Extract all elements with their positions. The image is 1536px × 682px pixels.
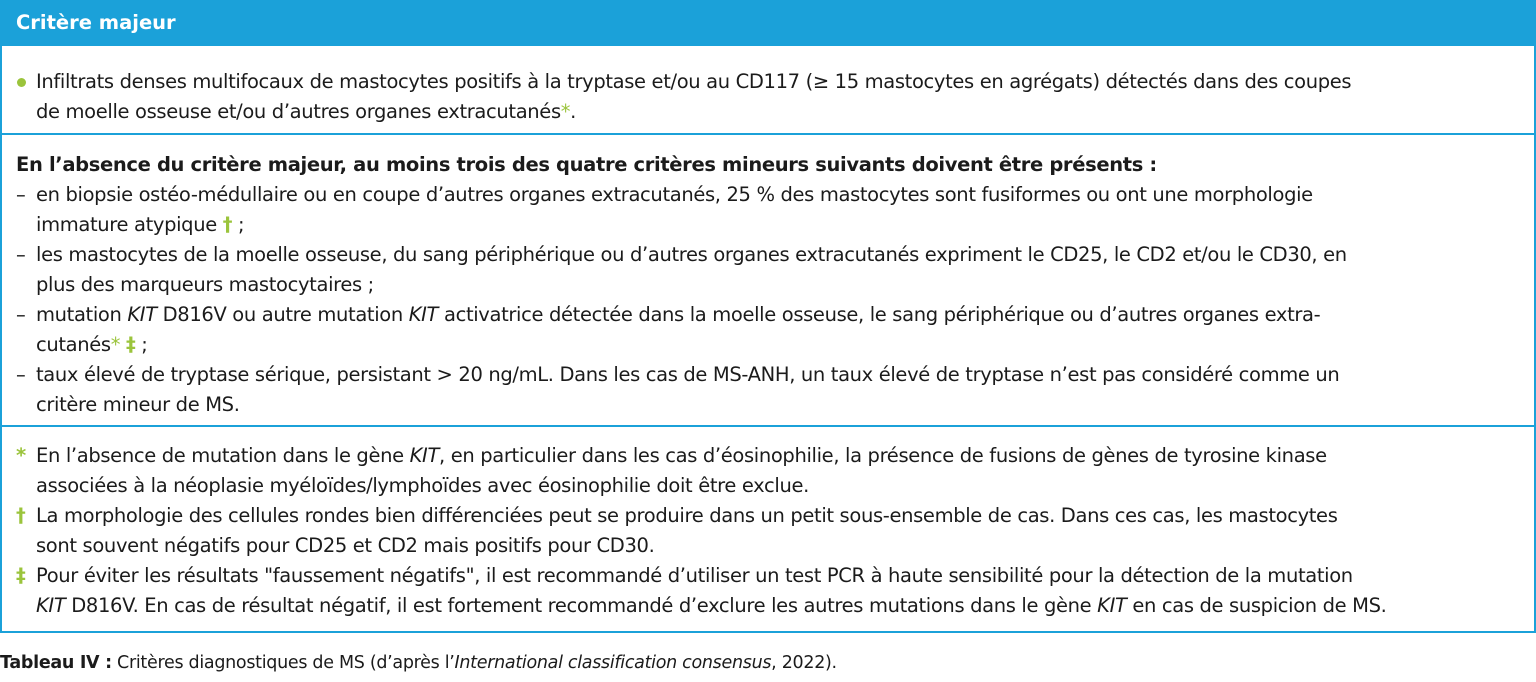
dash-marker: – <box>16 183 26 206</box>
dagger-mark: † <box>16 504 26 527</box>
minor-item-3 <box>16 300 1514 360</box>
minor-criteria-section <box>2 135 1534 427</box>
footnote-dagger <box>16 501 1514 561</box>
footnotes-section <box>2 427 1534 633</box>
table-header <box>2 0 1534 46</box>
minor-item-2-line-1: les mastocytes de la moelle osseuse, du sang périphérique ou d’autres organes extracutanés expriment le CD25, le CD2 et/ou le CD30, en <box>36 243 1347 266</box>
double-dagger-mark: ‡ <box>126 333 136 356</box>
dagger-mark: † <box>222 213 233 236</box>
footnote-1-line-2: associées à la néoplasie myéloïdes/lymphoïdes avec éosinophilie doit être exclue. <box>36 474 809 497</box>
asterisk-mark: * <box>560 100 571 123</box>
major-criterion-item <box>16 67 1514 127</box>
footnote-3-line-2: KIT D816V. En cas de résultat négatif, il est fortement recommandé d’exclure les autres mutations dans le gène KIT en cas de suspicion de MS. <box>36 594 1387 617</box>
minor-item-4 <box>16 360 1514 420</box>
asterisk-mark: * <box>110 333 121 356</box>
footnote-2-line-2: sont souvent négatifs pour CD25 et CD2 mais positifs pour CD30. <box>36 534 655 557</box>
footnote-asterisk <box>16 441 1514 501</box>
minor-item-4-line-1: taux élevé de tryptase sérique, persistant > 20 ng/mL. Dans les cas de MS-ANH, un taux élevé de tryptase n’est pas considéré comme un <box>36 363 1340 386</box>
major-line-1: Infiltrats denses multifocaux de mastocytes positifs à la tryptase et/ou au CD117 (≥ 15 mastocytes en agrégats) détectés dans des coupes <box>36 70 1352 93</box>
minor-item-3-line-2: cutanés* ‡ ; <box>36 333 148 356</box>
asterisk-mark: * <box>16 444 26 467</box>
footnote-2-line-1: La morphologie des cellules rondes bien différenciées peut se produire dans un petit sous-ensemble de cas. Dans ces cas, les mastocytes <box>36 504 1338 527</box>
dash-marker: – <box>16 303 26 326</box>
minor-item-1-line-2: immature atypique † ; <box>36 213 245 236</box>
minor-item-4-line-2: critère mineur de MS. <box>36 393 240 416</box>
dash-marker: – <box>16 243 26 266</box>
table-caption: Tableau IV : Critères diagnostiques de MS (d’après l’International classification consensus, 2022). <box>0 653 837 673</box>
minor-item-3-line-1: mutation KIT D816V ou autre mutation KIT activatrice détectée dans la moelle osseuse, le sang périphérique ou d’autres organes extra- <box>36 303 1321 326</box>
minor-heading: En l’absence du critère majeur, au moins trois des quatre critères mineurs suivants doivent être présents : <box>16 153 1157 176</box>
green-bullet-icon <box>17 78 26 87</box>
major-criterion-section <box>2 46 1534 135</box>
dash-marker: – <box>16 363 26 386</box>
major-line-2: de moelle osseuse et/ou d’autres organes extracutanés*. <box>36 100 577 123</box>
minor-item-1 <box>16 180 1514 240</box>
minor-item-2-line-2: plus des marqueurs mastocytaires ; <box>36 273 374 296</box>
header-title: Critère majeur <box>16 11 176 34</box>
double-dagger-mark: ‡ <box>16 564 26 587</box>
footnote-1-line-1: En l’absence de mutation dans le gène KIT, en particulier dans les cas d’éosinophilie, la présence de fusions de gènes de tyrosine kinase <box>36 444 1327 467</box>
minor-item-2 <box>16 240 1514 300</box>
caption-label: Tableau IV : <box>0 653 112 673</box>
footnote-3-line-1: Pour éviter les résultats "faussement négatifs", il est recommandé d’utiliser un test PCR à haute sensibilité pour la détection de la mutation <box>36 564 1353 587</box>
footnote-double-dagger <box>16 561 1514 621</box>
minor-item-1-line-1: en biopsie ostéo-médullaire ou en coupe d’autres organes extracutanés, 25 % des mastocytes sont fusiformes ou ont une morphologie <box>36 183 1313 206</box>
